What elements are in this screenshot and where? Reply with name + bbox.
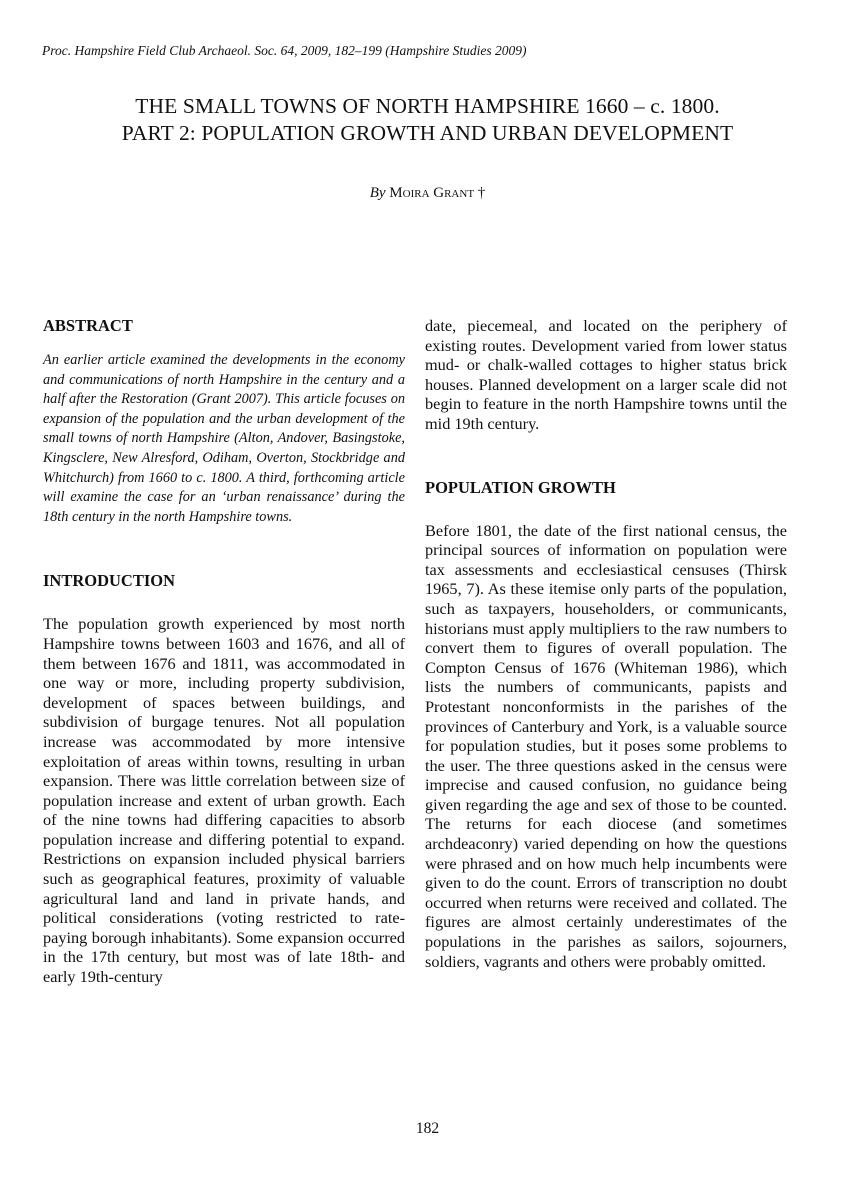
abstract-heading: ABSTRACT — [43, 316, 133, 335]
article-title — [40, 93, 815, 147]
deceased-mark: † — [477, 185, 486, 201]
byline-by: By — [369, 185, 386, 201]
author-name: Moira Grant — [389, 185, 475, 201]
byline — [0, 185, 855, 202]
right-column — [425, 316, 787, 971]
population-growth-text: Before 1801, the date of the first national census, the principal sources of information on population were tax assessments and ecclesiastical censuses (Thirsk 1965, 7). As these itemise only parts of the population, such as taxpayers, householders, or communicants, historians must apply multipliers to the raw numbers to convert them to figures of overall population. The Compton Census of 1676 (Whiteman 1986), which lists the numbers of communicants, papists and Protestant nonconformists in the parishes of the provinces of Canterbury and York, is a valuable source for population studies, but it poses some problems to the user. The three questions asked in the census were imprecise and caused confusion, no guidance being given regarding the age and sex of those to be counted. The returns for each diocese (and sometimes archdeaconry) varied depending on how the questions were phrased and on how much help incumbents were given to do the count. Errors of transcription no doubt occurred when returns were received and collated. The figures are almost certainly underestimates of the populations in the parishes as sailors, sojourners, soldiers, vagrants and others were probably omitted. — [425, 520, 787, 971]
introduction-continued-text: date, piecemeal, and located on the periphery of existing routes. Development varied from lower status mud- or chalk-walled cottages to higher status brick houses. Planned development on a larger scale did not begin to feature in the north Hampshire towns until the mid 19th century. — [425, 316, 787, 433]
introduction-text: The population growth experienced by most north Hampshire towns between 1603 and 1676, and all of them between 1676 and 1811, was accommodated in one way or more, including property subdivision, development of spaces between buildings, and subdivision of burgage tenures. Not all population increase was accommodated by more intensive exploitation of areas within towns, resulting in urban expansion. There was little correlation between size of population increase and extent of urban growth. Each of the nine towns had differing capacities to absorb population increase and differing potential to expand. Restrictions on expansion included physical barriers such as geographical features, proximity of valuable agricultural land and land in private hands, and political considerations (voting restricted to rate-paying borough inhabitants). Some expansion occurred in the 17th century, but most was of late 18th- and early 19th-century — [43, 614, 405, 987]
abstract-text: An earlier article examined the developments in the economy and communications of north Hampshire in the century and a half after the Restoration (Grant 2007). This article focuses on expansion of the population and the urban development of the small towns of north Hampshire (Alton, Andover, Basingstoke, Kingsclere, New Alresford, Odiham, Overton, Stockbridge and Whitchurch) from 1660 to c. 1800. A third, forthcoming article will examine the case for an ‘urban renaissance’ during the 18th century in the north Hampshire towns. — [43, 352, 405, 525]
population-growth-heading: POPULATION GROWTH — [425, 477, 616, 497]
page-number: 182 — [415, 1120, 440, 1137]
introduction-heading: INTRODUCTION — [43, 571, 176, 591]
title-line-2: PART 2: POPULATION GROWTH AND URBAN DEVELOPMENT — [121, 121, 734, 145]
title-line-1: THE SMALL TOWNS OF NORTH HAMPSHIRE 1660 – c. 1800. — [135, 94, 720, 118]
journal-citation: Proc. Hampshire Field Club Archaeol. Soc. 64, 2009, 182–199 (Hampshire Studies 2009) — [42, 43, 527, 58]
left-column — [43, 316, 405, 987]
